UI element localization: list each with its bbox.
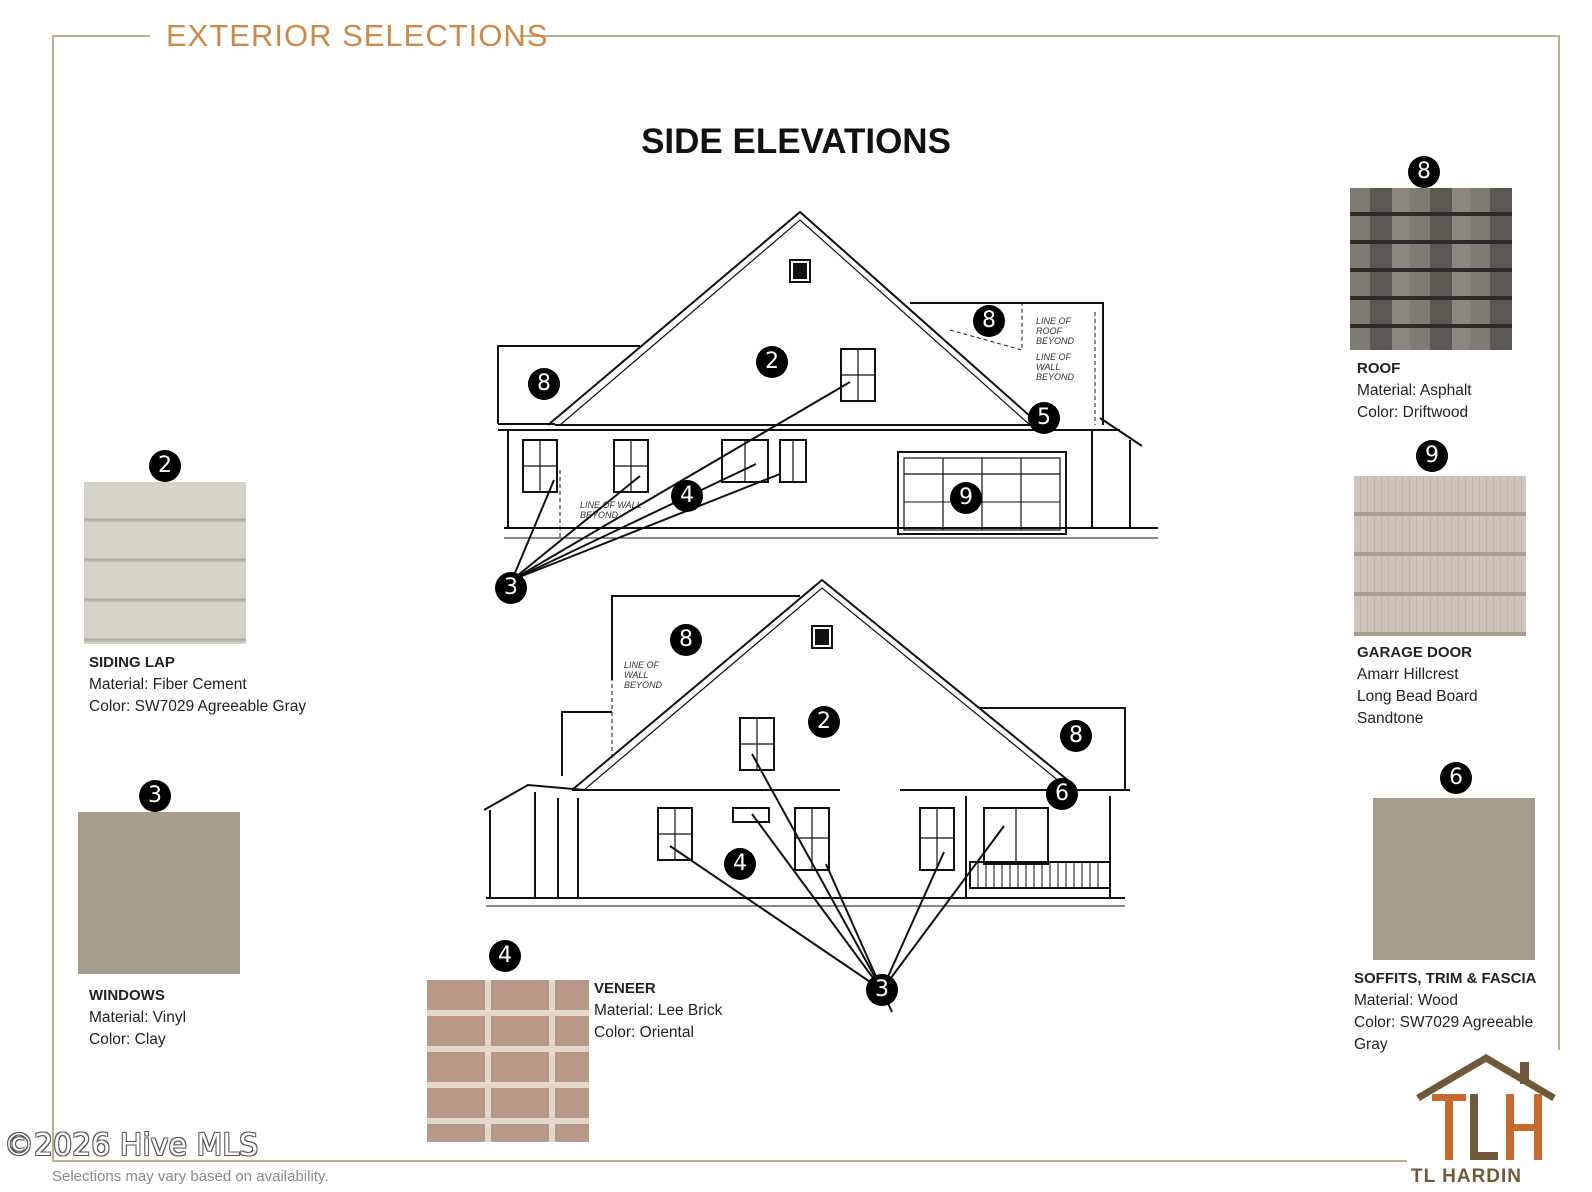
- roof-swatch: [1350, 188, 1512, 350]
- callout-4-upper: 4: [671, 480, 703, 512]
- veneer-material: Material: Lee Brick: [594, 1002, 723, 1019]
- page-title: SIDE ELEVATIONS: [641, 122, 951, 161]
- tl-hardin-logo-icon: [1410, 1050, 1560, 1165]
- garage-line1: Amarr Hillcrest: [1357, 666, 1459, 683]
- note-wall-beyond-upper: LINE OF WALL BEYOND: [1036, 352, 1075, 382]
- garage-line2: Long Bead Board: [1357, 688, 1478, 705]
- callout-8-upper-left: 8: [528, 368, 560, 400]
- roof-badge: 8: [1408, 156, 1440, 188]
- callout-3-upper: 3: [495, 572, 527, 604]
- siding-heading: SIDING LAP: [89, 654, 175, 671]
- veneer-info: [594, 978, 722, 1044]
- siding-material: Material: Fiber Cement: [89, 676, 247, 693]
- callout-arrows: [512, 382, 1004, 1012]
- veneer-badge: 4: [489, 940, 521, 972]
- windows-heading: WINDOWS: [89, 987, 165, 1004]
- garage-line3: Sandtone: [1357, 710, 1424, 727]
- garage-info: [1357, 642, 1478, 730]
- windows-badge: 3: [139, 780, 171, 812]
- soffits-color-line1: Color: SW7029 Agreeable: [1354, 1014, 1534, 1031]
- note-wall-beyond-mid: LINE OF WALL BEYOND: [580, 500, 642, 520]
- callout-8-lower-right: 8: [1060, 720, 1092, 752]
- siding-info: [89, 652, 306, 718]
- roof-color: Color: Driftwood: [1357, 404, 1469, 421]
- windows-swatch: [78, 812, 240, 974]
- logo-text: TL HARDIN: [1411, 1166, 1523, 1187]
- callout-2-upper: 2: [756, 346, 788, 378]
- callout-8-upper-right: 8: [973, 305, 1005, 337]
- callout-2-lower: 2: [808, 706, 840, 738]
- veneer-swatch: [427, 980, 589, 1142]
- siding-swatch: [84, 482, 246, 644]
- garage-swatch: [1354, 476, 1526, 636]
- callout-4-lower: 4: [724, 848, 756, 880]
- roof-info: [1357, 358, 1472, 424]
- soffits-swatch: [1373, 798, 1535, 960]
- soffits-color-line2: Gray: [1354, 1036, 1388, 1053]
- lower-elevation: [484, 580, 1130, 906]
- watermark: ©2026 Hive MLS: [4, 1128, 259, 1163]
- roof-material: Material: Asphalt: [1357, 382, 1472, 399]
- note-roof-beyond: LINE OF ROOF BEYOND: [1036, 316, 1075, 346]
- soffits-badge: 6: [1440, 762, 1472, 794]
- roof-heading: ROOF: [1357, 360, 1401, 377]
- callout-5-upper: 5: [1028, 402, 1060, 434]
- garage-badge: 9: [1416, 440, 1448, 472]
- callout-3-lower: 3: [866, 974, 898, 1006]
- windows-color: Color: Clay: [89, 1031, 166, 1048]
- callout-8-lower-left: 8: [670, 624, 702, 656]
- callout-9-upper: 9: [950, 482, 982, 514]
- soffits-heading: SOFFITS, TRIM & FASCIA: [1354, 970, 1537, 987]
- soffits-info: [1354, 968, 1537, 1056]
- windows-material: Material: Vinyl: [89, 1009, 187, 1026]
- windows-info: [89, 985, 186, 1051]
- section-title: EXTERIOR SELECTIONS: [166, 18, 549, 53]
- callout-6-lower: 6: [1046, 778, 1078, 810]
- veneer-heading: VENEER: [594, 980, 656, 997]
- soffits-material: Material: Wood: [1354, 992, 1458, 1009]
- veneer-color: Color: Oriental: [594, 1024, 694, 1041]
- note-wall-beyond-lower: LINE OF WALL BEYOND: [624, 660, 663, 690]
- siding-badge: 2: [149, 450, 181, 482]
- garage-heading: GARAGE DOOR: [1357, 644, 1473, 661]
- siding-color: Color: SW7029 Agreeable Gray: [89, 698, 307, 715]
- footnote: Selections may vary based on availability.: [52, 1168, 329, 1185]
